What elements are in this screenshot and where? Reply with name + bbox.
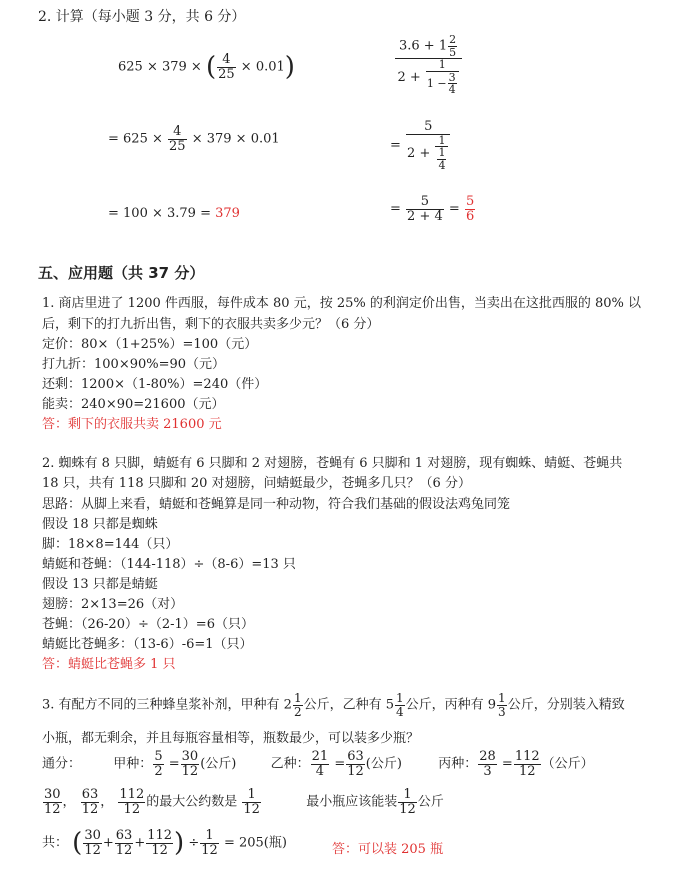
p1-step3: 还剩：1200×（1-80%）=240（件）: [42, 377, 268, 392]
p2-step6: 翅膀：2×13=26（对）: [42, 597, 184, 612]
section5-title: 五、应用题（共 37 分）: [38, 264, 205, 282]
p3-tongfen: 通分： 甲种： $\frac{5}{2}$ = $\frac{30}{12}$ (公斤) 乙种： $\frac{21}{4}$ = $\frac{63}{12}$ (公斤) 丙种： $\frac{28}{3}$ = $\frac{112}{12}$ （公斤）: [42, 749, 594, 779]
calc-right-bot: = $\frac{5}{2 + 4}$ = $\frac{5}{6}$: [390, 194, 475, 224]
p1-line2: 后，剩下的打九折出售，剩下的衣服共卖多少元？（6 分）: [42, 317, 380, 332]
fraction: $\frac{5}{2 + 4}$: [407, 194, 443, 224]
p1-step2: 打九折：100×90%=90（元）: [42, 357, 226, 372]
p2-step1: 思路：从脚上来看，蜻蜓和苍蝇算是同一种动物，符合我们基础的假设法鸡兔同笼: [42, 497, 511, 512]
p1-answer: 答：剩下的衣服共卖 21600 元: [42, 417, 222, 432]
fraction: $\frac{4}{25}$: [218, 52, 235, 82]
calc-left-line3: = 100 × 3.79 = 379: [108, 206, 240, 221]
p2-step3: 脚：18×8=144（只）: [42, 537, 179, 552]
p2-step4: 蜻蜓和苍蝇：（144-118）÷（8-6）=13 只: [42, 557, 296, 572]
p3-total-line: 共： ( $\frac{30}{12}$ + $\frac{63}{12}$ + $\frac{112}{12}$ ) ÷ $\frac{1}{12}$ = 205(瓶): [42, 828, 287, 859]
complex-fraction: 5 2 + $\frac{1}{\frac{1}{4}}$: [406, 120, 450, 171]
p3-line2: 小瓶，都无剩余，并且每瓶容量相等，瓶数最少，可以装多少瓶？: [42, 731, 420, 746]
p3-gcd-line: $\frac{30}{12}$ ， $\frac{63}{12}$ ， $\frac{112}{12}$ 的最大公约数是 $\frac{1}{12}$ 最小瓶应该能装 $\frac{1}{12}$ 公斤: [44, 787, 444, 817]
fraction: $\frac{4}{25}$: [169, 124, 186, 154]
p1-step4: 能卖：240×90=21600（元）: [42, 397, 225, 412]
p1-line1: 1. 商店里进了 1200 件西服，每件成本 80 元，按 25% 的利润定价出售，当卖出在这批西服的 80% 以: [42, 296, 642, 311]
p2-step8: 蜻蜓比苍蝇多：（13-6）-6=1（只）: [42, 637, 253, 652]
p2-step2: 假设 18 只都是蜘蛛: [42, 517, 158, 532]
calc-left-line2: = 625 × $\frac{4}{25}$ × 379 × 0.01: [108, 124, 280, 154]
p2-answer: 答：蜻蜓比苍蝇多 1 只: [42, 657, 176, 672]
q2-title: 2. 计算（每小题 3 分，共 6 分）: [38, 9, 246, 25]
calc-left-line1: 625 × 379 × ( $\frac{4}{25}$ × 0.01): [118, 52, 295, 83]
p2-line2: 18 只，共有 118 只脚和 20 对翅膀，问蜻蜓最少，苍蝇多几只？（6 分）: [42, 476, 471, 491]
calc-left-answer: 379: [215, 206, 240, 221]
complex-fraction: 3.6 + 1 $\frac{2}{5}$ 2 + 1 1 − $\frac{3}{4}$: [395, 34, 462, 96]
p1-step1: 定价：80×（1+25%）=100（元）: [42, 337, 258, 352]
p2-step7: 苍蝇：（26-20）÷（2-1）=6（只）: [42, 617, 254, 632]
calc-right-answer: $\frac{5}{6}$: [465, 194, 475, 224]
calc-right-top: [394, 34, 463, 96]
calc-right-mid: = 5 2 + $\frac{1}{\frac{1}{4}}$: [390, 120, 451, 171]
p3-line1: 3. 有配方不同的三种蜂皇浆补剂，甲种有 2 $\frac{1}{2}$ 公斤，乙种有 5 $\frac{1}{4}$ 公斤，丙种有 9 $\frac{1}{3}$ 公斤，分别装入精致: [42, 691, 625, 719]
p3-answer: 答：可以装 205 瓶: [332, 842, 444, 857]
p2-step5: 假设 13 只都是蜻蜓: [42, 577, 158, 592]
p2-line1: 2. 蜘蛛有 8 只脚，蜻蜓有 6 只脚和 2 对翅膀，苍蝇有 6 只脚和 1 对翅膀，现有蜘蛛、蜻蜓、苍蝇共: [42, 456, 623, 471]
